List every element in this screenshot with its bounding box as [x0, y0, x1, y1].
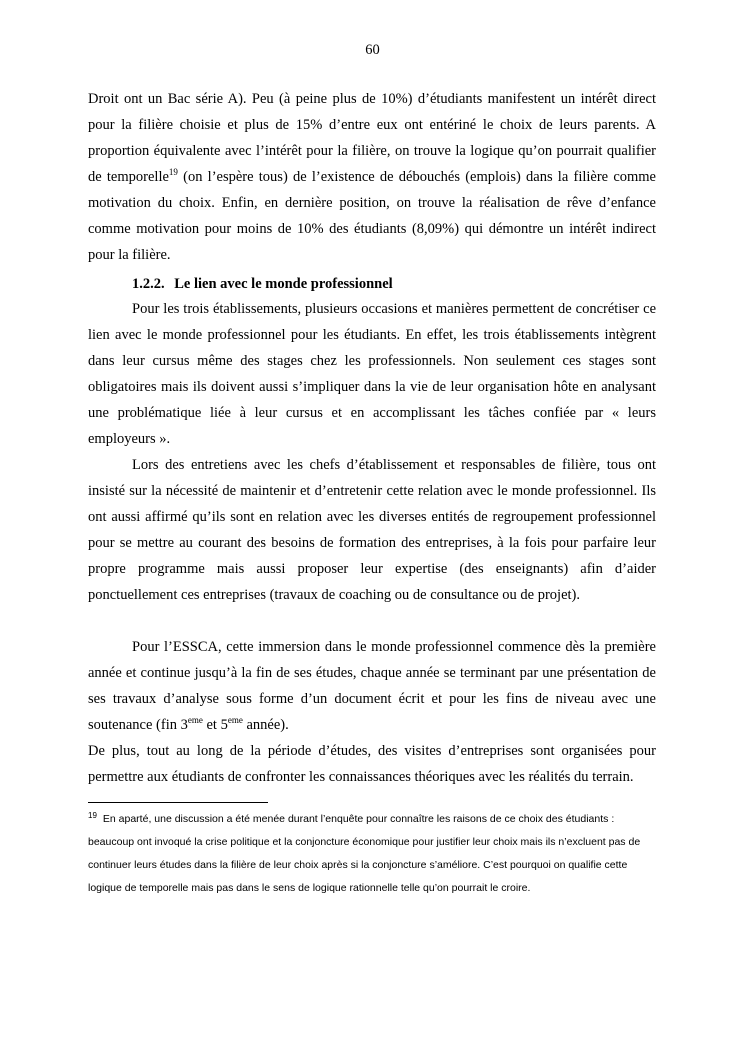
superscript: eme — [187, 715, 203, 726]
footnote — [88, 808, 656, 900]
footnote-separator — [88, 802, 268, 803]
paragraph-text: année). — [242, 717, 289, 733]
paragraph-essca — [88, 634, 656, 738]
paragraph-text: Pour l’ESSCA, cette immersion dans le monde professionnel commence dès la première année et continue jusqu’à la fin de ses études, chaque année se terminant par une présentation de ses travaux d’analyse sous forme d’un document écrit et pour les fins de niveau avec une soutenance (fin 3 — [88, 639, 656, 733]
paragraph-text: (on l’espère tous) de l’existence de débouchés (emplois) dans la filière comme motivation du choix. Enfin, en dernière position, on trouve la réalisation de rêve d’enfance comme motivation pour moins de 10% des étudiants (8,09%) qui démontre un intérêt indirect pour la filière. — [88, 169, 656, 263]
footnote-body — [88, 808, 656, 900]
footnote-reference[interactable]: 19 — [168, 167, 178, 178]
paragraph-text: et 5 — [202, 717, 228, 733]
paragraph-internships: Pour les trois établissements, plusieurs occasions et manières permettent de concrétiser ce lien avec le monde professionnel pour les étudiants. En effet, les trois établissements intègrent dans leur cursus même des stages chez les professionnels. Non seulement ces stages sont obligatoires mais ils doivent aussi s’impliquer dans la vie de leur organisation hôte en analysant une problématique liée à leur cursus et en accomplissant les tâches confiée par « leurs employeurs ». — [88, 301, 656, 447]
footnote-number: 19 — [88, 810, 97, 820]
paragraph-interviews: Lors des entretiens avec les chefs d’établissement et responsables de filière, tous ont insisté sur la nécessité de maintenir et d’entretenir cette relation avec le monde professionnel. Ils ont aussi affirmé qu’ils sont en relation avec les diverses entités de regroupement professionnel pour se mettre au courant des besoins de formation des entreprises, à la fois pour parfaire leur propre programme mais aussi proposer leur expertise (des enseignants) afin d’aider ponctuellement ces entreprises (travaux de coaching ou de consultance ou de projet). — [88, 457, 656, 603]
body-text — [88, 86, 656, 790]
page-number: 60 — [365, 42, 380, 58]
section-number: 1.2.2. — [132, 276, 165, 292]
paragraph-motivations — [88, 86, 656, 268]
paragraph-visits: De plus, tout au long de la période d’études, des visites d’entreprises sont organisées pour permettre aux étudiants de confronter les connaissances théoriques avec les réalités du terrain. — [88, 743, 656, 785]
blank-line — [88, 608, 656, 634]
section-heading — [132, 272, 656, 296]
paragraph-text: Droit ont un Bac série A). Peu (à peine plus de 10%) d’étudiants manifestent un intérêt direct pour la filière choisie et plus de 15% d’entre eux ont entériné le choix de leurs parents. A proportion équivalente avec l’intérêt pour la filière, on trouve la logique qu’on pourrait qualifier de temporelle — [88, 91, 656, 185]
section-title: Le lien avec le monde professionnel — [174, 276, 393, 292]
footnote-text: En aparté, une discussion a été menée durant l’enquête pour connaître les raisons de ce choix des étudiants : beaucoup ont invoqué la crise politique et la conjoncture économique pour justifier leur choix mais ils n’excluent pas de continuer leurs études dans la filière de leur choix après si la conjoncture s’améliore. C’est pourquoi on qualifie cette logique de temporelle mais pas dans le sens de logique rationnelle telle qu’on pourrait le croire. — [88, 813, 641, 894]
superscript: eme — [227, 715, 243, 726]
